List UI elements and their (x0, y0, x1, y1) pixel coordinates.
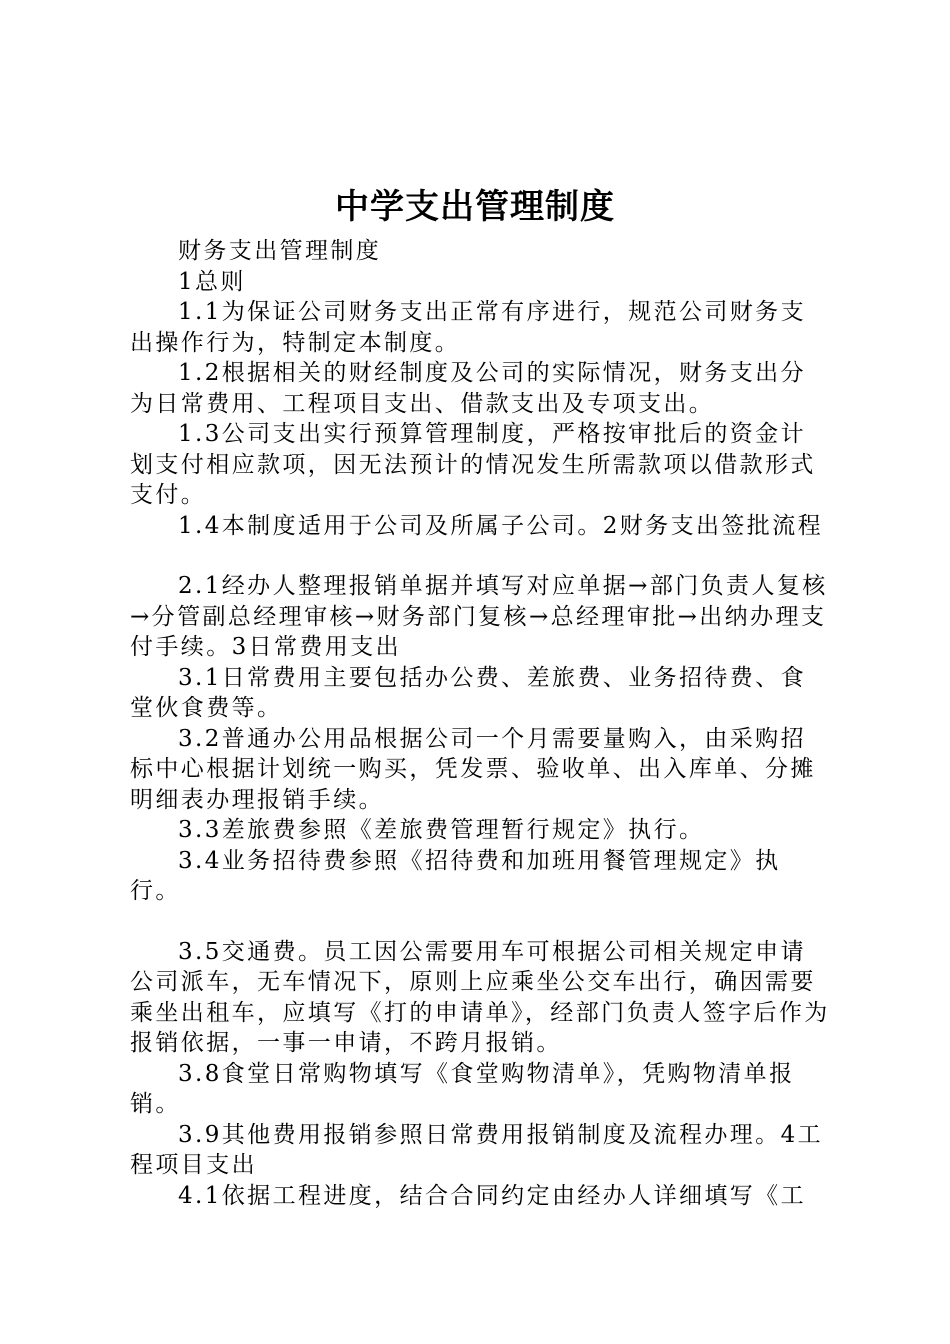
paragraph-1-3: 1.3公司支出实行预算管理制度，严格按审批后的资金计划支付相应款项，因无法预计的情况发生所需款项以借款形式支付。 (130, 421, 816, 508)
paragraph-4-1: 4.1依据工程进度，结合合同约定由经办人详细填写《工 (178, 1182, 806, 1209)
paragraph-3-1: 3.1日常费用主要包括办公费、差旅费、业务招待费、食堂伙食费等。 (130, 664, 806, 721)
paragraph-3-9: 3.9其他费用报销参照日常费用报销制度及流程办理。4工程项目支出 (130, 1121, 824, 1178)
subtitle-paragraph: 财务支出管理制度 (178, 238, 382, 264)
paragraph-1-2: 1.2根据相关的财经制度及公司的实际情况，财务支出分为日常费用、工程项目支出、借款支出及专项支出。 (130, 360, 806, 417)
paragraph-1-4: 1.4本制度适用于公司及所属子公司。2财务支出签批流程 (178, 512, 824, 539)
paragraph-gap (130, 541, 830, 571)
document-title: 中学支出管理制度 (335, 187, 615, 227)
document-body (130, 236, 830, 1211)
section-heading-general: 1总则 (178, 268, 246, 295)
paragraph-1-1: 1.1为保证公司财务支出正常有序进行，规范公司财务支出操作行为，特制定本制度。 (130, 299, 806, 356)
paragraph-gap (130, 907, 830, 937)
paragraph-3-4: 3.4业务招待费参照《招待费和加班用餐管理规定》执行。 (130, 847, 781, 904)
paragraph-3-5: 3.5交通费。员工因公需要用车可根据公司相关规定申请公司派车，无车情况下，原则上应乘坐公交车出行，确因需要乘坐出租车，应填写《打的申请单》，经部门负责人签字后作为报销依据，一事一申请，不跨月报销。 (130, 938, 830, 1056)
paragraph-3-2: 3.2普通办公用品根据公司一个月需要量购入，由采购招标中心根据计划统一购买，凭发票、验收单、出入库单、分摊明细表办理报销手续。 (130, 725, 816, 813)
paragraph-3-8: 3.8食堂日常购物填写《食堂购物清单》，凭购物清单报销。 (130, 1060, 795, 1117)
paragraph-3-3: 3.3差旅费参照《差旅费管理暂行规定》执行。 (178, 817, 705, 843)
paragraph-2-1: 2.1经办人整理报销单据并填写对应单据→部门负责人复核→分管副总经理审核→财务部门复核→总经理审批→出纳办理支付手续。3日常费用支出 (130, 573, 828, 660)
